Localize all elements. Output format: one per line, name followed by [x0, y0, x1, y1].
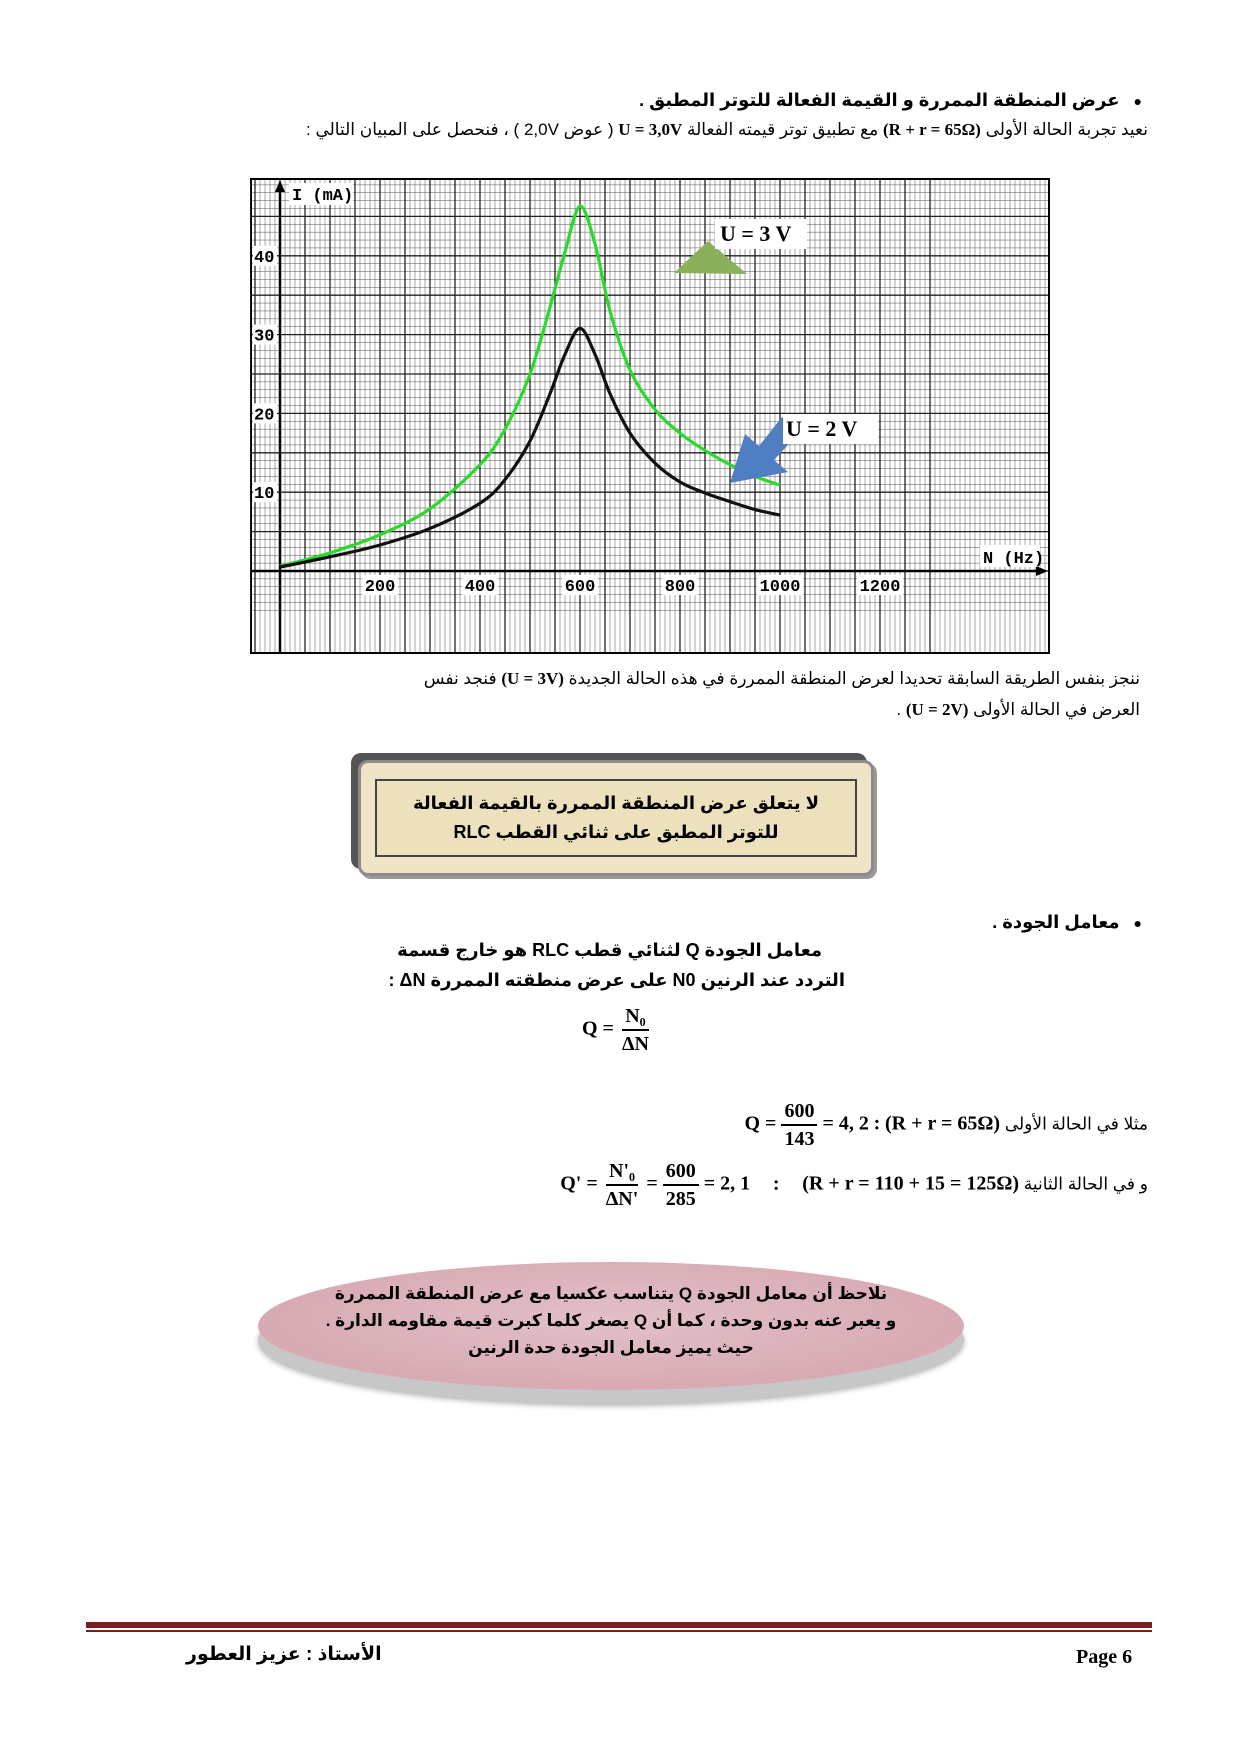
after-voltage-2v: (U = 2V) — [905, 700, 969, 719]
x-tick-label: 1000 — [759, 578, 801, 597]
y-tick-label: 40 — [254, 248, 275, 268]
example1-lhs: Q = — [744, 1112, 777, 1135]
x-tick-label: 1200 — [859, 578, 901, 597]
example2-lhs: Q' = — [560, 1172, 598, 1195]
example2-denominator-2: 285 — [665, 1188, 696, 1210]
example2-text: و في الحالة الثانية — [1023, 1174, 1148, 1194]
example2-fraction-2 — [663, 1158, 699, 1212]
example2-denominator-1: ΔN' — [605, 1188, 639, 1210]
note-box-inner — [375, 779, 857, 857]
definition-line-2: التردد عند الرنين N0 على عرض منطقته الممررة ΔN : — [388, 970, 845, 990]
note-box-bandwidth — [358, 760, 874, 876]
x-axis-label: N (Hz) — [983, 550, 1045, 569]
example1-result: = 4, 2 — [822, 1112, 869, 1135]
quality-factor-formula — [582, 1003, 652, 1057]
x-tick-label: 200 — [364, 578, 396, 597]
example2-fraction-1 — [603, 1158, 642, 1212]
note2-line-2: و يعبر عنه بدون وحدة ، كما أن Q يصغر كلما كبرت قيمة مقاومه الدارة . — [325, 1311, 897, 1330]
definition-line-1: معامل الجودة Q لثنائي قطب RLC هو خارج قسمة — [397, 940, 822, 960]
intro-text-c: ( عوض 2,0V ) ، فنحصل على المبيان التالي : — [306, 120, 614, 139]
resonance-chart — [250, 178, 1050, 654]
label-u3: U = 3 V — [720, 221, 792, 246]
y-tick-label: 20 — [254, 406, 275, 426]
example1-numerator: 600 — [781, 1098, 817, 1126]
after-text-d: . — [896, 700, 902, 719]
formula-lhs: Q = — [582, 1017, 614, 1040]
footer-rule-thin — [86, 1630, 1152, 1632]
label-u2: U = 2 V — [786, 416, 858, 441]
section-title-bandwidth — [639, 90, 1142, 111]
after-text-c: العرض في الحالة الأولى — [973, 700, 1140, 719]
y-tick-label: 30 — [254, 327, 275, 347]
after-voltage-3v: (U = 3V) — [501, 669, 564, 688]
example2-resistance: (R + r = 110 + 15 = 125Ω) — [802, 1172, 1020, 1195]
example1-text: مثلا في الحالة الأولى — [1004, 1114, 1148, 1134]
intro-text-a: نعيد تجربة الحالة الأولى — [985, 120, 1148, 139]
formula-fraction — [619, 1003, 652, 1057]
example1-denominator: 143 — [784, 1128, 815, 1150]
example-2 — [560, 1158, 1148, 1212]
intro-text-b: مع تطبيق توتر قيمته الفعالة — [686, 120, 879, 139]
after-text-b: فنجد نفس — [423, 669, 497, 688]
example-1 — [745, 1098, 1149, 1152]
note2-line-1: نلاحظ أن معامل الجودة Q يتناسب عكسيا مع عرض المنطقة الممررة — [334, 1284, 888, 1303]
example1-fraction — [781, 1098, 817, 1152]
x-tick-label: 800 — [664, 578, 696, 597]
example2-math — [560, 1158, 750, 1212]
note2-line-3: حيث يميز معامل الجودة حدة الرنين — [468, 1338, 754, 1357]
note2-text — [298, 1280, 924, 1361]
note1-line-1: لا يتعلق عرض المنطقة الممررة بالقيمة الفعالة — [413, 793, 819, 813]
example2-result: = 2, 1 — [703, 1172, 751, 1195]
formula-denominator: ΔN — [621, 1033, 649, 1055]
example2-numerator-1: N'₀ — [606, 1158, 638, 1186]
intro-paragraph — [306, 120, 1148, 140]
y-tick-label: 10 — [254, 485, 275, 505]
intro-resistance: (R + r = 65Ω) — [883, 120, 981, 139]
section-title-quality-factor — [992, 912, 1142, 933]
footer-rule — [86, 1622, 1152, 1628]
after-text-a: ننجز بنفس الطريقة السابقة تحديدا لعرض المنطقة الممررة في هذه الحالة الجديدة — [568, 669, 1140, 688]
after-graph-line-2 — [896, 700, 1140, 720]
after-graph-line-1 — [424, 669, 1140, 689]
example2-numerator-2: 600 — [663, 1158, 699, 1186]
example2-colon: : — [772, 1172, 780, 1195]
page-number: Page 6 — [1076, 1646, 1133, 1668]
note1-line-2: للتوتر المطبق على ثنائي القطب RLC — [453, 822, 779, 842]
example1-math — [745, 1098, 869, 1152]
note-ellipse-quality — [258, 1262, 964, 1390]
author-name: الأستاذ : عزيز العطور — [186, 1644, 382, 1665]
example2-equals: = — [646, 1172, 658, 1195]
example1-colon: : — [873, 1112, 881, 1135]
x-tick-label: 400 — [464, 578, 496, 597]
y-axis-label: I (mA) — [292, 187, 354, 206]
bullet-icon: ● — [1133, 93, 1142, 109]
bullet-icon: ● — [1133, 915, 1142, 931]
intro-voltage: U = 3,0V — [618, 120, 683, 139]
example1-resistance: (R + r = 65Ω) — [885, 1112, 1001, 1135]
section-title-text: عرض المنطقة الممررة و القيمة الفعالة للتوتر المطبق . — [639, 90, 1120, 110]
section2-title-text: معامل الجودة . — [992, 912, 1120, 932]
formula-numerator: N₀ — [622, 1003, 648, 1031]
x-tick-label: 600 — [564, 578, 596, 597]
